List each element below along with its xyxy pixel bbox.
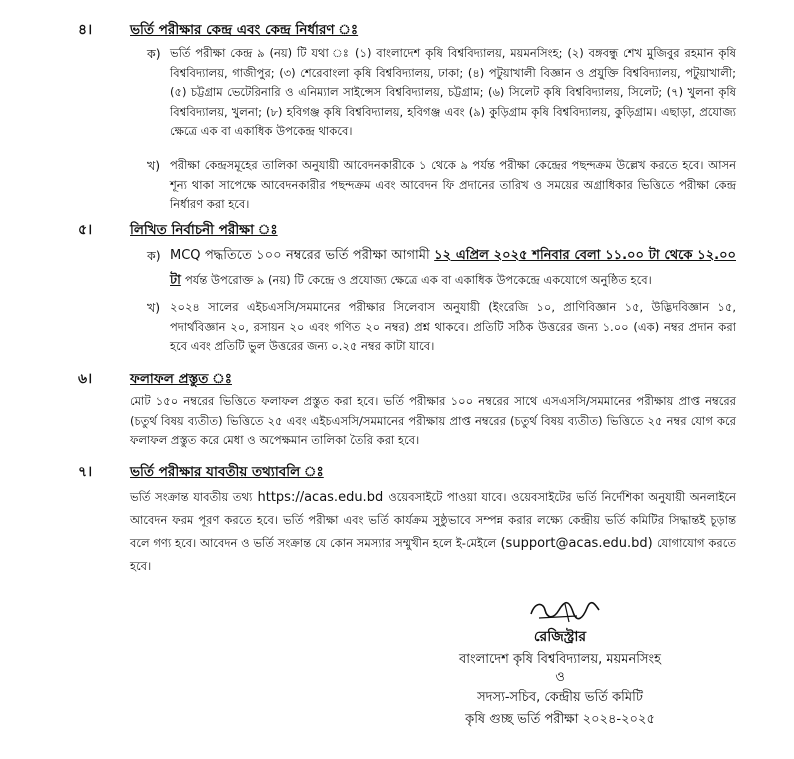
- handwritten-signature: [525, 596, 605, 626]
- section-6-text: মোট ১৫০ নম্বরের ভিত্তিতে ফলাফল প্রস্তুত করা হবে। ভর্তি পরীক্ষার ১০০ নম্বরের সাথে এসএসসি/সমমানের পরীক্ষায় প্রাপ্ত নম্বরের (চতুর্থ বিষয় ব্যতীত) ভিত্তিতে ২৫ এবং এইচএসসি/সমমানের পরীক্ষায় প্রাপ্ত নম্বরের (চতুর্থ বিষয় ব্যতীত) ভিত্তিতে ২৫ নম্বর যোগ করে ফলাফল প্রস্তুত করে মেধা ও অপেক্ষমান তালিকা তৈরি করা হবে।: [130, 394, 736, 447]
- mcq-intro: MCQ পদ্ধতিতে ১০০ নম্বরের ভর্তি পরীক্ষা আগামী: [170, 248, 430, 263]
- section-5-number: ৫।: [78, 222, 93, 238]
- signatory-line-2: ও: [555, 670, 565, 685]
- section-7-title: ভর্তি পরীক্ষার যাবতীয় তথ্যাবলি ঃ: [130, 464, 324, 480]
- section-5-item-b-label: খ): [147, 300, 161, 315]
- info-body: ওয়েবসাইটে পাওয়া যাবে। ওয়েবসাইটের ভর্তি নির্দেশিকা অনুযায়ী অনলাইনে আবেদন ফরম পূরণ করতে হবে। ভর্তি পরীক্ষা এবং ভর্তি কার্যক্রম সুষ্ঠুভাবে সম্পন্ন করার লক্ষ্যে কেন্দ্রীয় ভর্তি কমিটির সিদ্ধান্তই চূড়ান্ত বলে গণ্য হবে। আবেদন ও ভর্তি সংক্রান্ত যে কোন সমস্যার সম্মুখীন হলে ই-মেইলে: [130, 490, 737, 550]
- section-4-number: ৪।: [78, 22, 93, 38]
- section-4-title: ভর্তি পরীক্ষার কেন্দ্র এবং কেন্দ্র নির্ধারণ ঃ: [130, 22, 359, 38]
- section-4-item-a-text: ভর্তি পরীক্ষা কেন্দ্র ৯ (নয়) টি যথা ঃ (১) বাংলাদেশ কৃষি বিশ্ববিদ্যালয়, ময়মনসিংহ; (২) বঙ্গবন্ধু শেখ মুজিবুর রহমান কৃষি বিশ্ববিদ্যালয়, গাজীপুর; (৩) শেরেবাংলা কৃষি বিশ্ববিদ্যালয়, ঢাকা; (৪) পটুয়াখালী বিজ্ঞান ও প্রযুক্তি বিশ্ববিদ্যালয়, পটুয়াখালী; (৫) চট্টগ্রাম ভেটেরিনারি ও এনিম্যাল সাইন্সেস বিশ্ববিদ্যালয়, চট্টগ্রাম; (৬) সিলেট কৃষি বিশ্ববিদ্যালয়, সিলেট; (৭) খুলনা কৃষি বিশ্ববিদ্যালয়, খুলনা; (৮) হবিগঞ্জ কৃষি বিশ্ববিদ্যালয়, হবিগঞ্জ এবং (৯) কুড়িগ্রাম কৃষি বিশ্ববিদ্যালয়, কুড়িগ্রাম। এছাড়া, প্রযোজ্য ক্ষেত্রে এক বা একাধিক উপকেন্দ্র থাকবে।: [170, 46, 736, 138]
- signatory-line-3: সদস্য-সচিব, কেন্দ্রীয় ভর্তি কমিটি: [477, 690, 643, 705]
- section-5-item-a-label: ক): [147, 248, 161, 263]
- section-4-item-b-label: খ): [147, 158, 161, 173]
- section-4-item-b-text: পরীক্ষা কেন্দ্রসমূহের তালিকা অনুযায়ী আবেদনকারীকে ১ থেকে ৯ পর্যন্ত পরীক্ষা কেন্দ্রের পছন্দক্রম উল্লেখ করতে হবে। আসন শূন্য থাকা সাপেক্ষে আবেদনকারীর পছন্দক্রম এবং আবেদন ফি প্রদানের তারিখ ও সময়ের অগ্রাধিকার ভিত্তিতে পরীক্ষা কেন্দ্র নির্ধারণ করা হবে।: [170, 158, 736, 211]
- website-link[interactable]: https://acas.edu.bd: [257, 490, 384, 505]
- section-5-title: লিখিত নির্বাচনী পরীক্ষা ঃ: [130, 222, 278, 238]
- signatory-line-1: বাংলাদেশ কৃষি বিশ্ববিদ্যালয়, ময়মনসিংহ: [459, 652, 661, 667]
- exam-date-time: ১২ এপ্রিল ২০২৫ শনিবার বেলা ১১.০০ টা থেকে ১২.০০ টা: [170, 248, 736, 288]
- section-4-item-a-label: ক): [147, 46, 161, 61]
- signatory-line-4: কৃষি গুচ্ছ ভর্তি পরীক্ষা ২০২৪-২০২৫: [465, 712, 655, 727]
- section-6-title: ফলাফল প্রস্তুত ঃ: [130, 371, 232, 387]
- support-email[interactable]: (support@acas.edu.bd): [500, 536, 653, 551]
- section-6-number: ৬।: [78, 371, 93, 387]
- mcq-venue: পর্যন্ত উপরোক্ত ৯ (নয়) টি কেন্দ্রে ও প্রযোজ্য ক্ষেত্রে এক বা একাধিক উপকেন্দ্রে একযোগে অনুষ্ঠিত হবে।: [185, 273, 652, 287]
- section-7-text: [130, 486, 736, 578]
- signatory-title: রেজিস্ট্রার: [533, 629, 587, 645]
- section-5-item-a-text: [170, 244, 736, 293]
- info-closing: যোগাযোগ করতে হবে।: [130, 536, 736, 573]
- section-5-item-b-text: ২০২৪ সালের এইচএসসি/সমমানের পরীক্ষার সিলেবাস অনুযায়ী (ইংরেজি ১০, প্রাণিবিজ্ঞান ১৫, উদ্ভিদবিজ্ঞান ১৫, পদার্থবিজ্ঞান ২০, রসায়ন ২০ এবং গণিত ২০ নম্বর) প্রশ্ন থাকবে। প্রতিটি সঠিক উত্তরের জন্য ১.০০ (এক) নম্বর প্রদান করা হবে এবং প্রতিটি ভুল উত্তরের জন্য ০.২৫ নম্বর কাটা যাবে।: [170, 300, 736, 353]
- section-7-number: ৭।: [78, 464, 93, 480]
- info-intro: ভর্তি সংক্রান্ত যাবতীয় তথ্য: [130, 490, 253, 504]
